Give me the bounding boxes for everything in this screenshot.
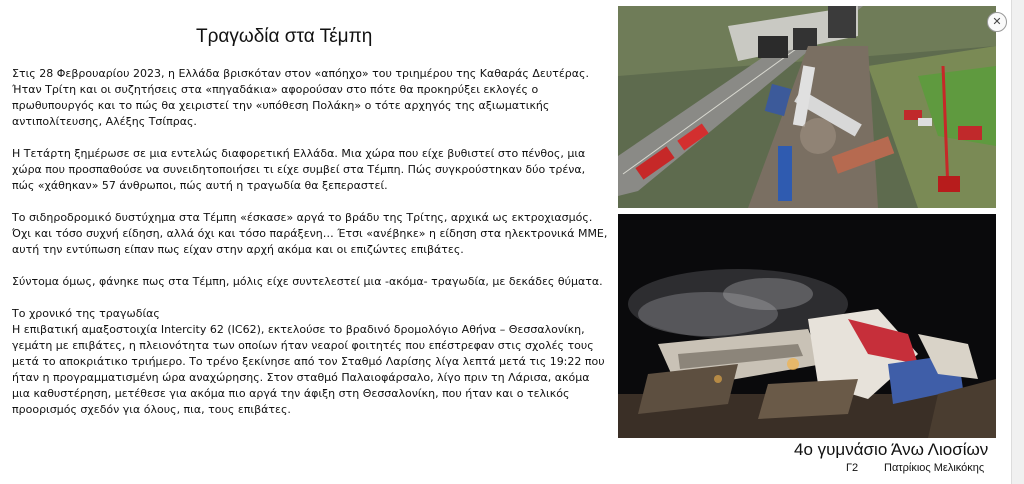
class-label: Γ2 bbox=[846, 462, 859, 474]
school-name: 4ο γυμνάσιο Άνω Λιοσίων bbox=[794, 440, 989, 459]
paragraph-victims: Σύντομα όμως, φάνηκε πως στα Τέμπη, μόλις είχε συντελεστεί μια -ακόμα- τραγωδία, με δεκάδες θύματα. bbox=[12, 275, 603, 288]
paragraph-wednesday: Η Τετάρτη ξημέρωσε σε μια εντελώς διαφορετική Ελλάδα. Μια χώρα που είχε βυθιστεί στο πένθος, μια χώρα που προσπαθούσε να συνειδητοποιήσει τι είχε συμβεί στα Τέμπη. Πώς συγκρούστηκαν δύο τρένα, πώς «χάθηκαν» 57 άνθρωποι, πώς αυτή η τραγωδία θα ξεπεραστεί. bbox=[12, 147, 586, 192]
paragraph-derailment: Το σιδηροδρομικό δυστύχημα στα Τέμπη «έσκασε» αργά το βράδυ της Τρίτης, αρχικά ως εκτροχιασμός. Όχι και τόσο συχνή είδηση, αλλά όχι και τόσο παράξενη… Έτσι «ανέβηκε» η είδηση στα ηλεκτρονικά ΜΜΕ, αυτή την εντύπωση είπαν πως είχαν στην αρχή ακόμα και οι επιζώντες επιβάτες. bbox=[12, 211, 608, 256]
timeline-heading: Το χρονικό της τραγωδίας bbox=[12, 307, 160, 320]
aerial-crash-photo bbox=[618, 6, 996, 208]
close-icon: ✕ bbox=[992, 16, 1002, 28]
close-button[interactable] bbox=[987, 12, 1007, 32]
paragraph-intro: Στις 28 Φεβρουαρίου 2023, η Ελλάδα βρισκόταν στον «απόηχο» του τριημέρου της Καθαράς Δευτέρας. Ήταν Τρίτη και οι συζητήσεις στα «πηγαδάκια» αφορούσαν στο πότε θα προκηρύξει εκλογές ο πρωθυπουργός και το πώς θα χειριστεί την «υπόθεση Πολάκη» ο τότε αρχηγός της αξιωματικής αντιπολίτευσης, Αλέξης Τσίπρας. bbox=[12, 67, 589, 128]
vertical-scrollbar[interactable] bbox=[1011, 0, 1024, 484]
page-title: Τραγωδία στα Τέμπη bbox=[196, 26, 373, 47]
timeline-paragraph: Η επιβατική αμαξοστοιχία Intercity 62 (IC62), εκτελούσε το βραδινό δρομολόγιο Αθήνα – Θεσσαλονίκη, γεμάτη με επιβάτες, η πλειονότητα των οποίων ήταν νεαροί φοιτητές που επέστρεφαν στις σχολές τους μετά το αποκριάτικο τριήμερο. Το τρένο ξεκίνησε από τον Σταθμό Λαρίσης λίγα λεπτά μετά τις 19:22 που ήταν η προγραμματισμένη ώρα αναχώρησης. Στον σταθμό Παλαιοφάρσαλο, λίγο πριν τη Λάρισα, ακόμα μια καθυστέρηση, μετέθεσε για ακόμα πιο αργά την άφιξη στη Θεσσαλονίκη, που ήταν και ο τελικός προορισμός σχεδόν για όλους, πια, τους επιβάτες. bbox=[12, 323, 605, 416]
article-body bbox=[12, 66, 610, 418]
night-wreckage-photo bbox=[618, 214, 996, 438]
author-name: Πατρίκιος Μελικόκης bbox=[884, 462, 985, 474]
